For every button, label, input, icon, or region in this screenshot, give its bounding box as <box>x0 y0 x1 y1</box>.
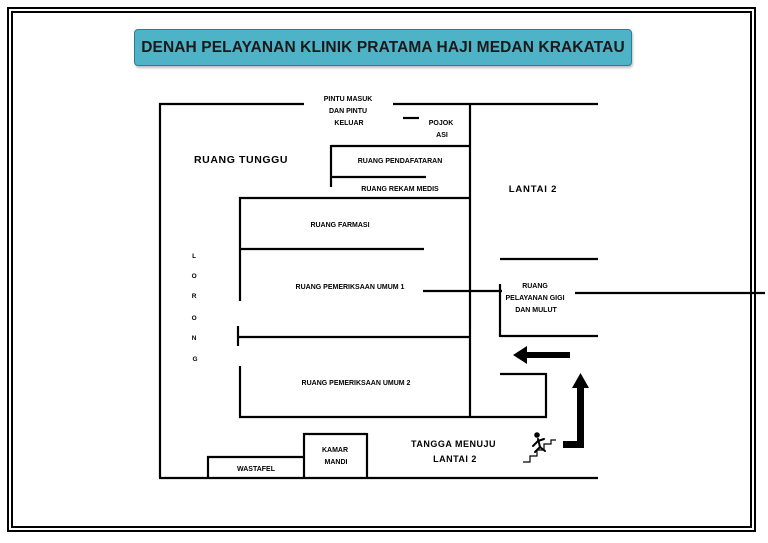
ruang-pemeriksaan-2-label: RUANG PEMERIKSAAN UMUM 2 <box>301 380 411 387</box>
lantai-2-label: LANTAI 2 <box>508 184 558 195</box>
ruang-farmasi-label: RUANG FARMASI <box>310 222 370 229</box>
lorong-label <box>192 253 199 363</box>
arrow-left-icon <box>513 346 570 364</box>
ruang-rekam-medis-label: RUANG REKAM MEDIS <box>361 186 439 193</box>
tangga-line-2: LANTAI 2 <box>433 454 477 464</box>
page-title: DENAH PELAYANAN KLINIK PRATAMA HAJI MEDAN KRAKATAU <box>141 38 625 56</box>
ruang-tunggu-label: RUANG TUNGGU <box>194 154 289 166</box>
ruang-pendaftaran-label: RUANG PENDAFATARAN <box>357 158 443 165</box>
lorong-letter-2: O <box>191 273 197 280</box>
wastafel-label: WASTAFEL <box>237 466 275 473</box>
tangga-label <box>411 439 499 464</box>
lorong-letter-6: G <box>192 356 198 363</box>
entrance-label <box>324 96 375 127</box>
ruang-gigi-line-1: RUANG <box>522 283 548 290</box>
ruang-gigi-line-3: DAN MULUT <box>515 307 557 314</box>
entrance-line-3: KELUAR <box>334 120 364 127</box>
ruang-gigi-line-2: PELAYANAN GIGI <box>505 295 565 302</box>
ruang-pemeriksaan-1-label: RUANG PEMERIKSAAN UMUM 1 <box>295 284 405 291</box>
ruang-gigi-label <box>506 283 567 314</box>
lorong-letter-1: L <box>192 253 197 260</box>
person-climbing-stairs-icon <box>523 432 556 462</box>
entrance-line-1: PINTU MASUK <box>323 96 373 103</box>
tangga-line-1: TANGGA MENUJU <box>410 439 496 449</box>
kamar-mandi-line-2: MANDI <box>324 459 348 466</box>
kamar-mandi-label <box>322 447 350 466</box>
direction-arrows <box>513 346 589 448</box>
pojok-asi-label <box>429 120 455 139</box>
lorong-letter-3: R <box>191 293 197 300</box>
kamar-mandi-line-1: KAMAR <box>321 447 349 454</box>
pojok-asi-line-2: ASI <box>436 132 448 139</box>
arrow-up-icon <box>563 373 589 448</box>
lorong-letter-4: O <box>191 315 197 322</box>
entrance-line-2: DAN PINTU <box>328 108 368 115</box>
pojok-asi-line-1: POJOK <box>428 120 454 127</box>
lorong-letter-5: N <box>191 335 197 342</box>
